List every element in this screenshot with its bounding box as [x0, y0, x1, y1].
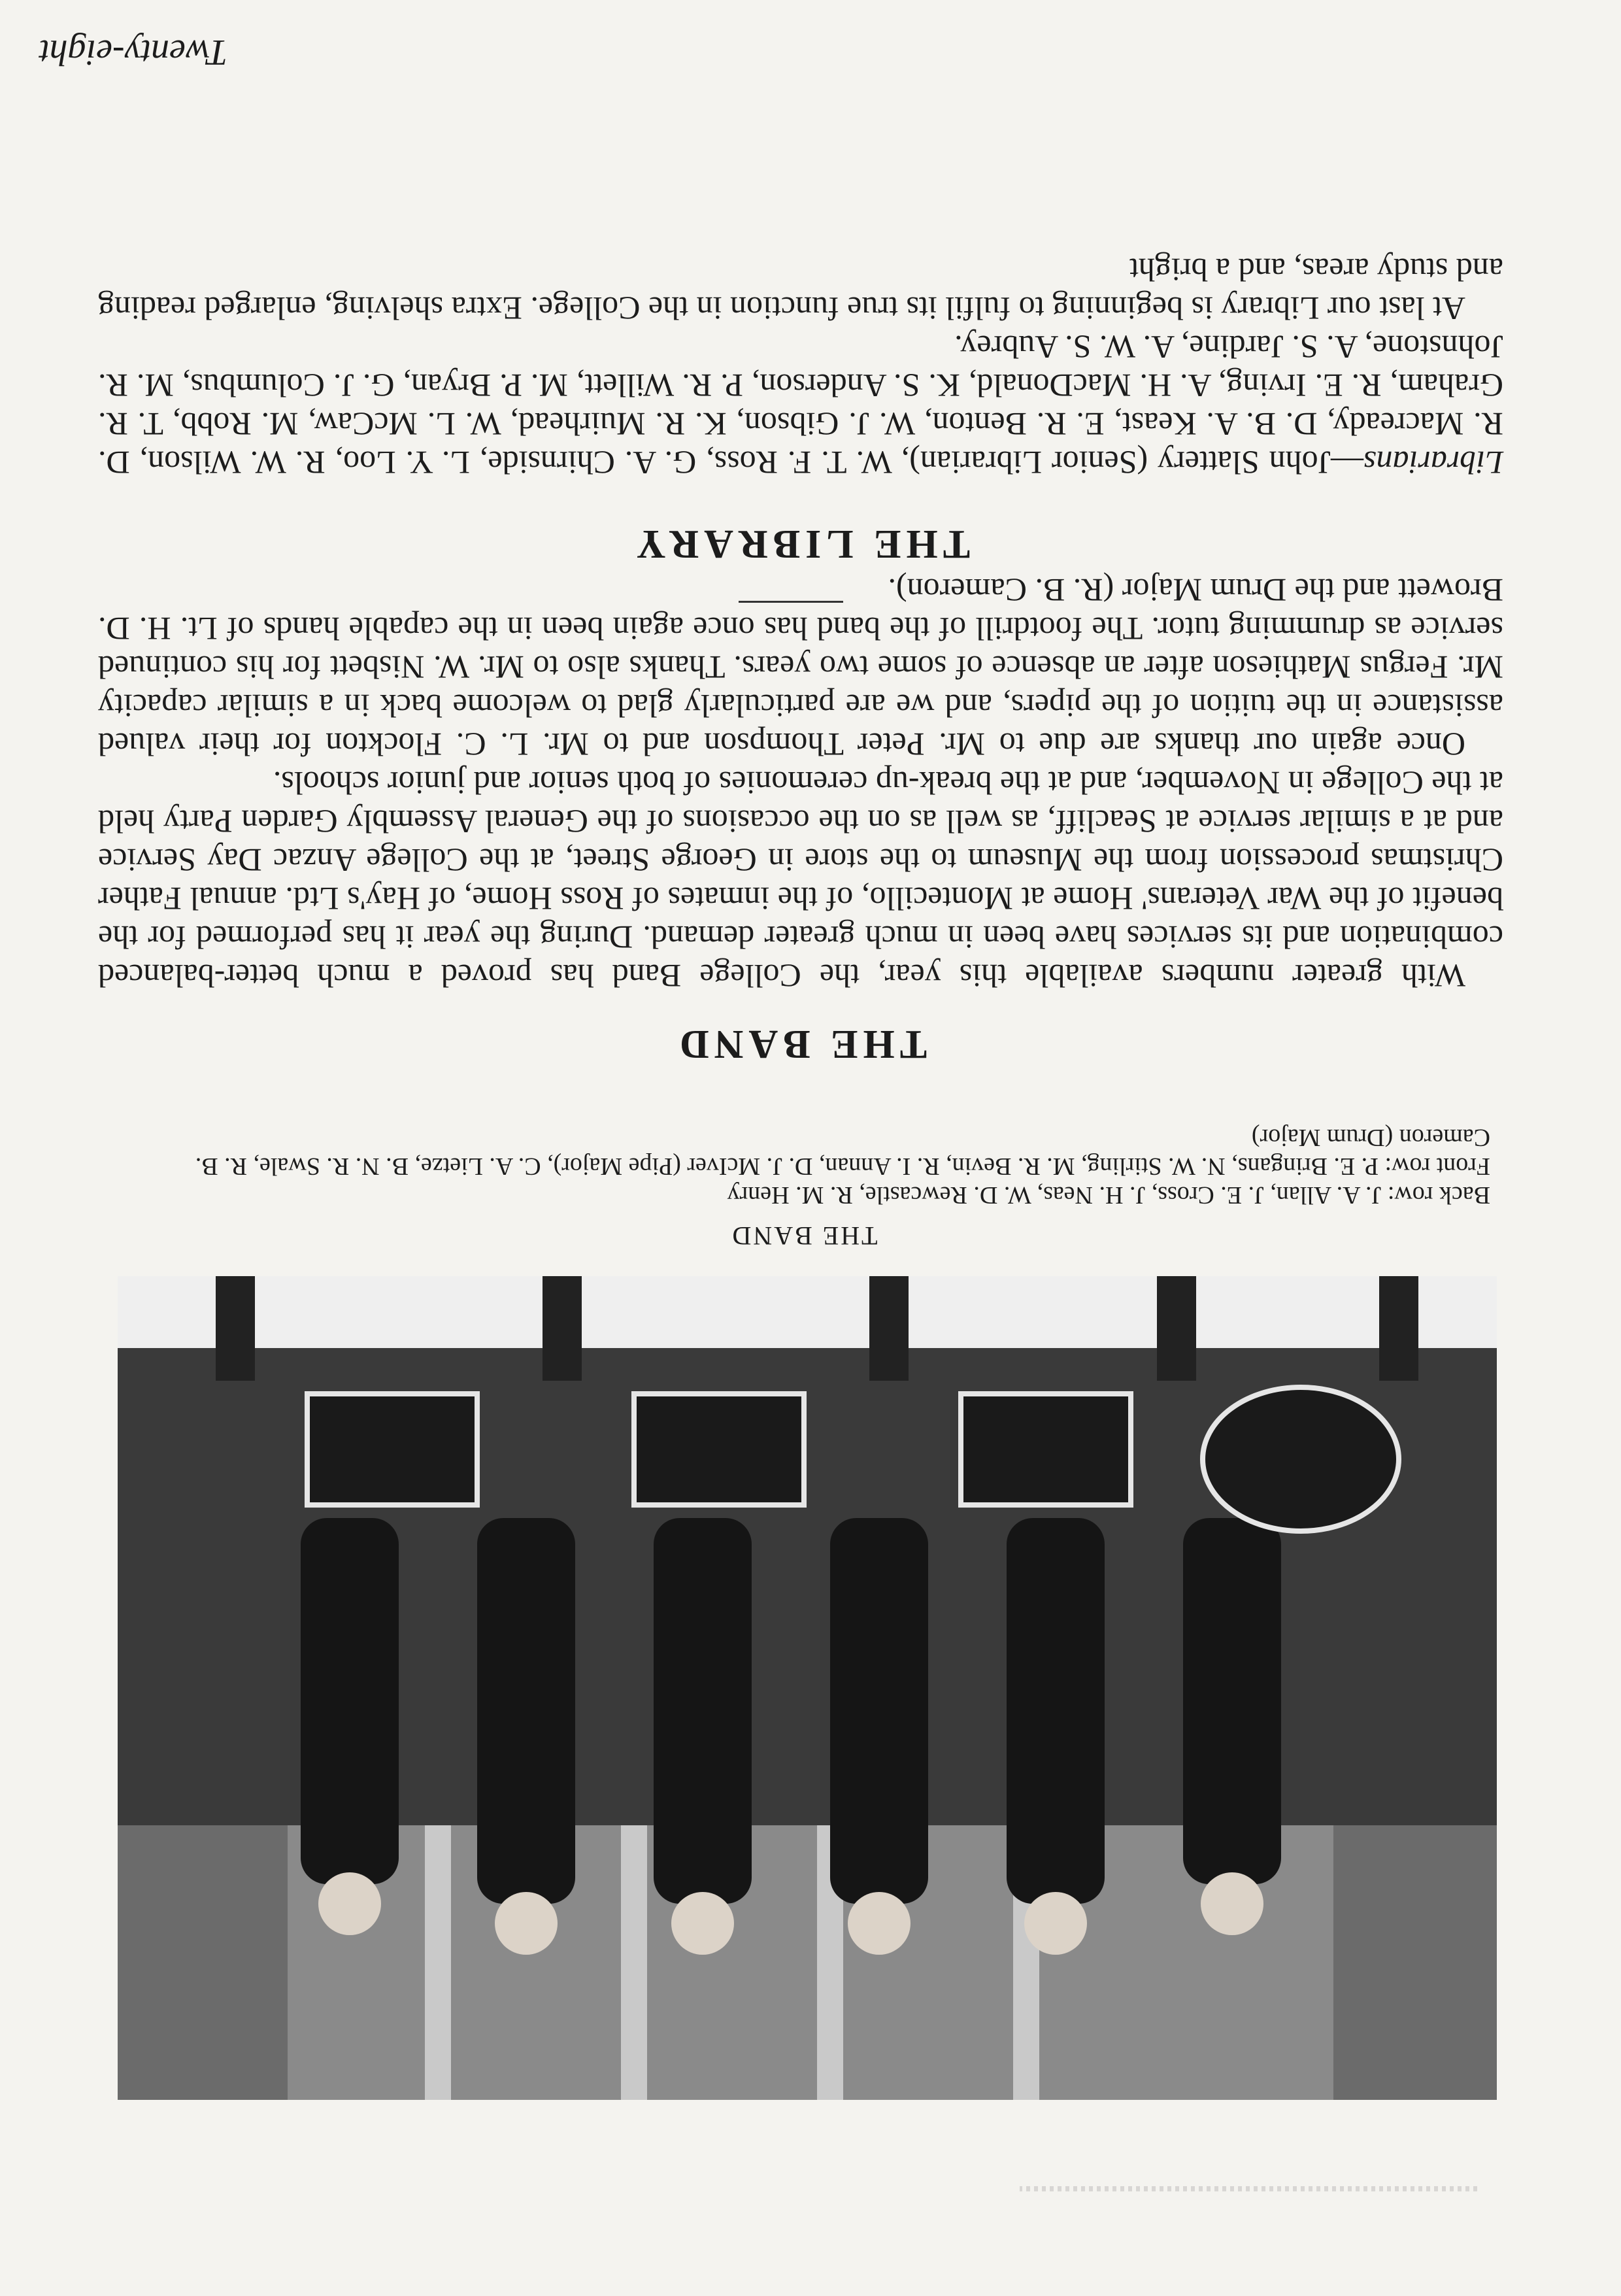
- band-paragraph-2: Once again our thanks are due to Mr. Peter Thompson and to Mr. L. C. Flockton for their valued assistance in the tuition of the pipers, and we are particularly glad to welcome back in a similar capacity Mr. Fergus Mathieson after an absence of some two years. Thanks also to Mr. W. Nisbett for his continued service as drumming tutor. The footdrill of the band has once again been in the capable hands of Lt. H. D. Browett and the Drum Major (R. B. Cameron).: [98, 572, 1503, 763]
- band-heading: THE BAND: [674, 1022, 927, 1066]
- band-photograph: [118, 1276, 1497, 2100]
- section-divider: [739, 601, 843, 603]
- caption-back-row: Back row: J. A. Allan, J. E. Cross, J. H. Neas, W. D. Rewcastle, R. M. Henry: [727, 1181, 1490, 1209]
- librarians-label: Librarians: [1363, 445, 1503, 481]
- library-heading: THE LIBRARY: [631, 522, 971, 566]
- band-paragraph-1: With greater numbers available this year, the College Band has proved a much better-balanced combination and its services have been in much greater demand. During the year it has performed for the benefit of the War Veterans' Home at Montecillo, of the inmates of Ross Home, of Hay's Ltd. annual Father Christmas procession from the Museum to the store in George Street, at the College Anzac Day Service and at a similar service at Seacliff, as well as on the occasions of the General Assembly Garden Party held at the College in November, and at the break-up ceremonies of both senior and junior schools.: [98, 765, 1503, 994]
- caption-title: THE BAND: [730, 1221, 878, 1251]
- librarians-names: —John Slattery (Senior Librarian), W. T. F. Ross, G. A. Chirnside, L. Y. Loo, R. W. Wilson, D. R. Macready, D. B. A. Keast, E. R. Benton, W. J. Gibson, K. R. Muirhead, W. L. McCaw, M. Robb, T. R. Graham, R. E. Irving, A. H. MacDonald, K. S. Anderson, P. R. Willett, M. P. Bryan, G. J. Columbus, M. R. Johnstone, A. S. Jardine, A. W. S. Aubrey.: [98, 329, 1503, 481]
- band-photo-image: [118, 1276, 1497, 2100]
- librarians-list: [98, 328, 1503, 482]
- library-paragraph: At last our Library is beginning to fulfil its true function in the College. Extra shelving, enlarged reading and study areas, and a bright: [98, 252, 1503, 327]
- library-section-text: [98, 250, 1503, 482]
- caption-front-row: Front row: P. E. Bringans, N. W. Stirling, M. R. Bevin, R. I. Annan, D. J. McIver (Pipe Major), C. A. Lietze, B. N. R. Swale, R. B. Cameron (Drum Major): [195, 1124, 1490, 1180]
- band-section-text: [98, 571, 1503, 995]
- scan-artifact: [1020, 2186, 1477, 2191]
- page-number: Twenty-eight: [39, 32, 228, 73]
- photo-caption: [118, 1123, 1490, 1250]
